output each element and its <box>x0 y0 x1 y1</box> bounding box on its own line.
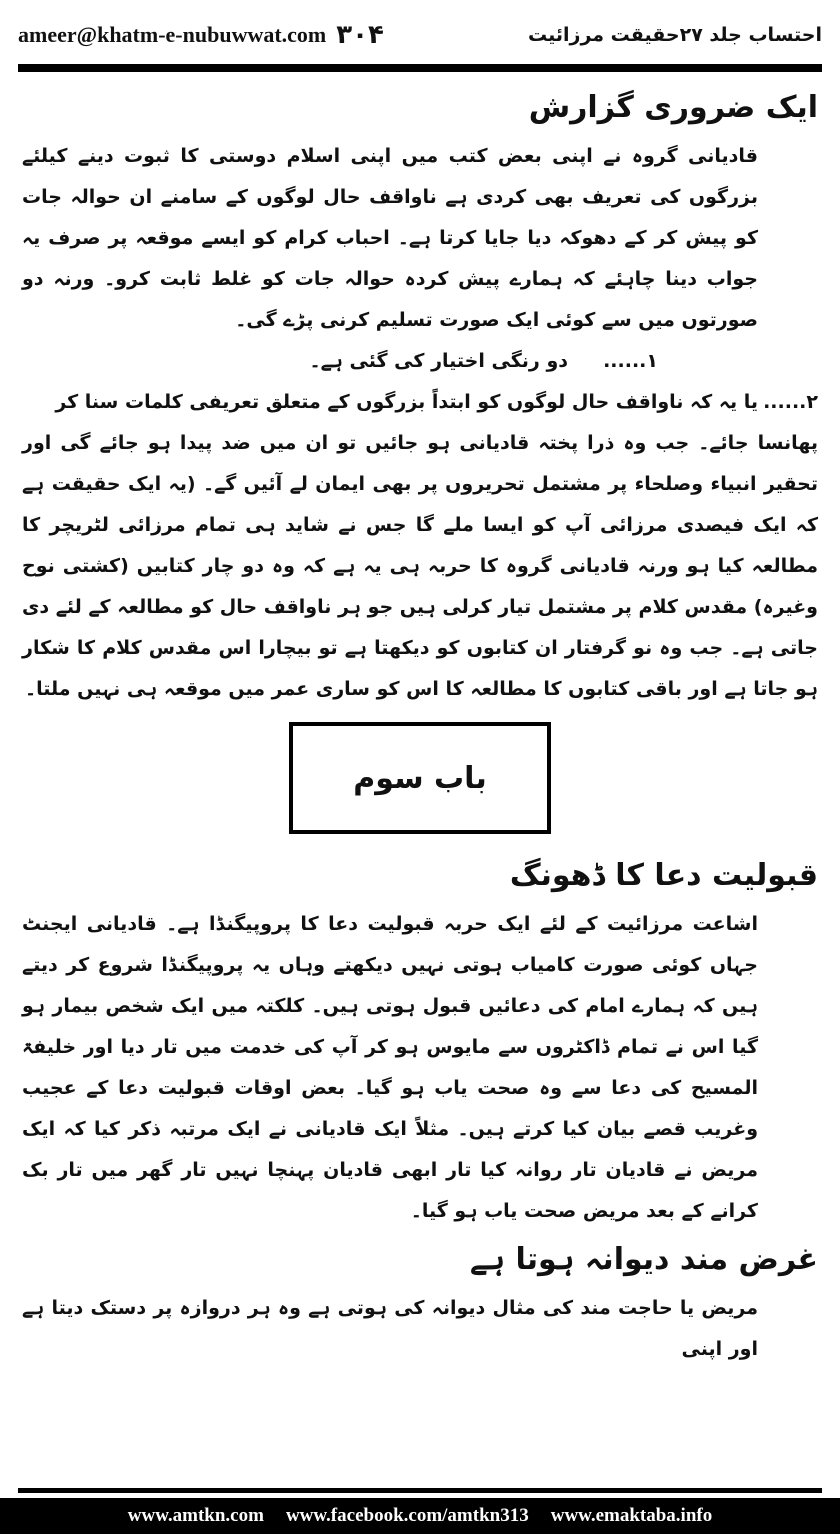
chapter-box-wrapper <box>22 722 818 834</box>
chapter-title-box: باب سوم <box>289 722 551 834</box>
footer-rule <box>18 1488 822 1493</box>
list-item-1-text: دو رنگی اختیار کی گئی ہے۔ <box>309 350 568 372</box>
footer-link-facebook[interactable]: www.facebook.com/amtkn313 <box>285 1505 529 1526</box>
list-item-1 <box>22 341 818 382</box>
page-number: ۳۰۴ <box>336 20 384 50</box>
paragraph-continuation: پھانسا جائے۔ جب وہ ذرا پختہ قادیانی ہو جائیں تو ان میں ضد پیدا ہو جائے گی اور تحقیر انبیاء وصلحاء پر مشتمل تحریروں پر بھی ایمان لے آئیں گے۔ (یہ ایک حقیقت ہے کہ ایک فیصدی مرزائی آپ کو ایسا ملے گا جس نے شاید ہی تمام مرزائی لٹریچر کا مطالعہ کیا ہو ورنہ قادیانی گروہ کا حربہ ہی یہ ہے کہ وہ دو چار کتابیں (کشتی نوح وغیرہ) مقدس کلام پر مشتمل تیار کرلی ہیں جو ہر ناواقف حال کو مطالعہ کے لئے دی جاتی ہے۔ جب وہ نو گرفتار ان کتابوں کو دیکھتا ہے تو بیچارا اس مقدس کلام کا شکار ہو جاتا ہے اور باقی کتابوں کا مطالعہ کا اس کو ساری عمر میں موقعہ ہی نہیں ملتا۔ <box>22 432 818 700</box>
list-item-2 <box>22 382 818 423</box>
paragraph-needy: مریض یا حاجت مند کی مثال دیوانہ کی ہوتی ہے وہ ہر دروازہ پر دستک دیتا ہے اور اپنی <box>22 1297 758 1360</box>
footer-link-amtkn[interactable]: www.amtkn.com <box>127 1505 264 1526</box>
section-heading-needy: غرض مند دیوانہ ہوتا ہے <box>469 1242 818 1277</box>
list-item-2-number: ۲...... <box>763 391 818 413</box>
header-rule <box>18 64 822 72</box>
list-item-2-text: یا یہ کہ ناواقف حال لوگوں کو ابتداً بزرگوں کے متعلق تعریفی کلمات سنا کر <box>55 391 758 413</box>
section-heading-dua: قبولیت دعا کا ڈھونگ <box>509 858 818 893</box>
section-heading-request: ایک ضروری گزارش <box>528 90 818 125</box>
page-footer <box>0 1498 840 1534</box>
header-email: ameer@khatm-e-nubuwwat.com <box>18 22 327 47</box>
header-left <box>18 20 384 50</box>
list-item-1-number: ۱...... <box>603 350 658 372</box>
page-body <box>22 80 818 1370</box>
page-header <box>18 12 822 58</box>
footer-link-emaktaba[interactable]: www.emaktaba.info <box>550 1505 713 1526</box>
running-title: احتساب جلد ۲۷حقیقت مرزائیت <box>528 24 822 46</box>
paragraph-dua: اشاعت مرزائیت کے لئے ایک حربہ قبولیت دعا کا پروپیگنڈا ہے۔ قادیانی ایجنٹ جہاں کوئی صورت کامیاب ہوتی نہیں دیکھتے وہاں یہ پروپیگنڈا شروع کر دیتے ہیں کہ ہمارے امام کی دعائیں قبول ہوتی ہیں۔ کلکتہ میں ایک شخص بیمار ہو گیا اس نے تمام ڈاکٹروں سے مایوس ہو کر آپ کی خدمت میں تار دیا اور خلیفۃ المسیح کی دعا سے وہ صحت یاب ہو گیا۔ بعض اوقات قبولیت دعا کے عجیب وغریب قصے بیان کیا کرتے ہیں۔ مثلاً ایک قادیانی نے ایک مرتبہ ذکر کیا کہ ایک مریض نے قادیان تار روانہ کیا تار ابھی قادیان پہنچا نہیں تار گھر میں تار بک کرانے کے بعد مریض صحت یاب ہو گیا۔ <box>22 913 758 1222</box>
paragraph-request: قادیانی گروہ نے اپنی بعض کتب میں اپنی اسلام دوستی کا ثبوت دینے کیلئے بزرگوں کی تعریف بھی کردی ہے ناواقف حال لوگوں کے سامنے ان حوالہ جات کو پیش کر کے دھوکہ دیا جایا کرتا ہے۔ احباب کرام کو ایسے موقعہ پر صرف یہ جواب دینا چاہئے کہ ہمارے پیش کردہ حوالہ جات کو غلط ثابت کرو۔ ورنہ دو صورتوں میں سے کوئی ایک صورت تسلیم کرنی پڑے گی۔ <box>22 145 758 331</box>
